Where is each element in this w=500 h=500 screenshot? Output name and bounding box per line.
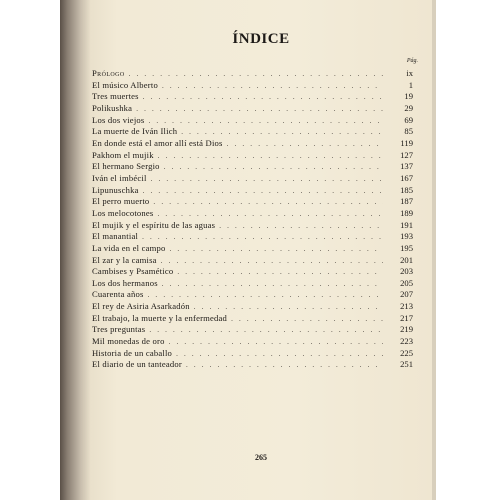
toc-entry-title: Mil monedas de oro <box>92 336 165 347</box>
toc-entry-page: 85 <box>404 126 413 137</box>
toc-entry-title: Tres muertes <box>92 91 139 102</box>
toc-entry-page: 137 <box>400 161 413 172</box>
toc-entry-title: El hermano Sergio <box>92 161 160 172</box>
toc-entry-title: Los melocotones <box>92 207 154 218</box>
table-of-contents <box>92 68 413 371</box>
toc-entry <box>92 243 413 255</box>
dot-leader <box>143 92 383 104</box>
toc-entry-title: El zar y la camisa <box>92 254 157 265</box>
dot-leader <box>142 232 383 244</box>
toc-entry <box>92 348 413 360</box>
toc-entry <box>92 289 413 301</box>
toc-entry <box>92 359 413 371</box>
toc-entry <box>92 208 413 220</box>
dot-leader <box>164 162 383 174</box>
dot-leader <box>129 69 383 81</box>
dot-leader <box>169 337 383 349</box>
toc-entry <box>92 231 413 243</box>
index-heading: ÍNDICE <box>232 31 290 47</box>
dot-leader <box>227 139 383 151</box>
toc-entry <box>92 126 413 138</box>
dot-leader <box>153 197 383 209</box>
toc-entry <box>92 68 413 80</box>
toc-entry <box>92 301 413 313</box>
toc-entry-page: 213 <box>400 301 413 312</box>
toc-entry-page: 251 <box>400 359 413 370</box>
toc-entry-title: El perro muerto <box>92 196 150 207</box>
page-number: 265 <box>255 453 267 462</box>
page-column-label: Pág. <box>406 58 418 64</box>
toc-entry-title: Cambises y Psamético <box>92 266 174 277</box>
dot-leader <box>151 174 383 186</box>
toc-entry <box>92 266 413 278</box>
toc-entry-page: 203 <box>400 266 413 277</box>
toc-entry-title: Tres preguntas <box>92 324 146 335</box>
toc-entry-title: Iván el imbécil <box>92 172 147 183</box>
toc-entry-title: La muerte de Iván Ilich <box>92 126 178 137</box>
toc-entry-page: 191 <box>400 219 413 230</box>
toc-entry <box>92 91 413 103</box>
dot-leader <box>176 349 383 361</box>
toc-entry <box>92 278 413 290</box>
toc-entry-page: 119 <box>400 137 413 148</box>
toc-entry <box>92 255 413 267</box>
toc-entry-page: 1 <box>408 79 413 90</box>
toc-entry <box>92 138 413 150</box>
toc-entry-page: 29 <box>404 102 413 113</box>
toc-entry-page: 201 <box>400 254 413 265</box>
toc-entry <box>92 324 413 336</box>
toc-entry <box>92 80 413 92</box>
toc-entry <box>92 185 413 197</box>
toc-entry-page: 223 <box>400 336 413 347</box>
toc-entry-title: El manantial <box>92 231 139 242</box>
toc-entry-page: 217 <box>400 312 413 323</box>
toc-entry-page: 193 <box>400 231 413 242</box>
dot-leader <box>149 325 383 337</box>
toc-entry <box>92 161 413 173</box>
toc-entry-page: 127 <box>400 149 413 160</box>
toc-entry-title: Historia de un caballo <box>92 347 173 358</box>
toc-entry-title: El diario de un tanteador <box>92 359 182 370</box>
toc-entry-title: Cuarenta años <box>92 289 144 300</box>
dot-leader <box>143 186 383 198</box>
toc-entry-page: 219 <box>400 324 413 335</box>
dot-leader <box>136 104 383 116</box>
page-edge <box>432 0 436 500</box>
toc-entry <box>92 220 413 232</box>
toc-entry-title: Los dos hermanos <box>92 277 158 288</box>
dot-leader <box>162 279 383 291</box>
toc-entry <box>92 115 413 127</box>
dot-leader <box>169 244 383 256</box>
dot-leader <box>148 116 383 128</box>
toc-entry-page: 187 <box>400 196 413 207</box>
dot-leader <box>219 221 383 233</box>
toc-entry-title: Lipunuschka <box>92 184 139 195</box>
toc-entry <box>92 313 413 325</box>
dot-leader <box>161 256 383 268</box>
toc-entry-title: La vida en el campo <box>92 242 166 253</box>
toc-entry-page: 225 <box>400 347 413 358</box>
toc-entry-title: Pakhom el mujik <box>92 149 154 160</box>
toc-entry-page: 69 <box>404 114 413 125</box>
toc-entry <box>92 103 413 115</box>
toc-entry-page: 205 <box>400 277 413 288</box>
dot-leader <box>162 81 383 93</box>
toc-entry-title: En donde está el amor allí está Dios <box>92 137 223 148</box>
toc-entry-page: 19 <box>404 91 413 102</box>
toc-entry-page: ix <box>406 68 413 78</box>
dot-leader <box>186 360 383 372</box>
toc-entry-title: Los dos viejos <box>92 114 145 125</box>
toc-entry-page: 185 <box>400 184 413 195</box>
toc-entry-page: 189 <box>400 207 413 218</box>
toc-entry <box>92 336 413 348</box>
toc-entry-title: El mujik y el espíritu de las aguas <box>92 219 216 230</box>
toc-entry <box>92 150 413 162</box>
toc-entry-page: 195 <box>400 242 413 253</box>
toc-entry-title: El músico Alberto <box>92 79 158 90</box>
toc-entry-title: El rey de Asiria Asarkadón <box>92 301 190 312</box>
dot-leader <box>177 267 383 279</box>
toc-entry <box>92 173 413 185</box>
gutter-shadow <box>60 0 90 500</box>
dot-leader <box>158 151 383 163</box>
toc-entry-page: 167 <box>400 172 413 183</box>
toc-entry-title: Polikushka <box>92 102 133 113</box>
dot-leader <box>231 314 383 326</box>
toc-entry-title: El trabajo, la muerte y la enfermedad <box>92 312 228 323</box>
toc-entry-page: 207 <box>400 289 413 300</box>
toc-entry <box>92 196 413 208</box>
toc-entry-title: Prólogo <box>92 68 125 78</box>
